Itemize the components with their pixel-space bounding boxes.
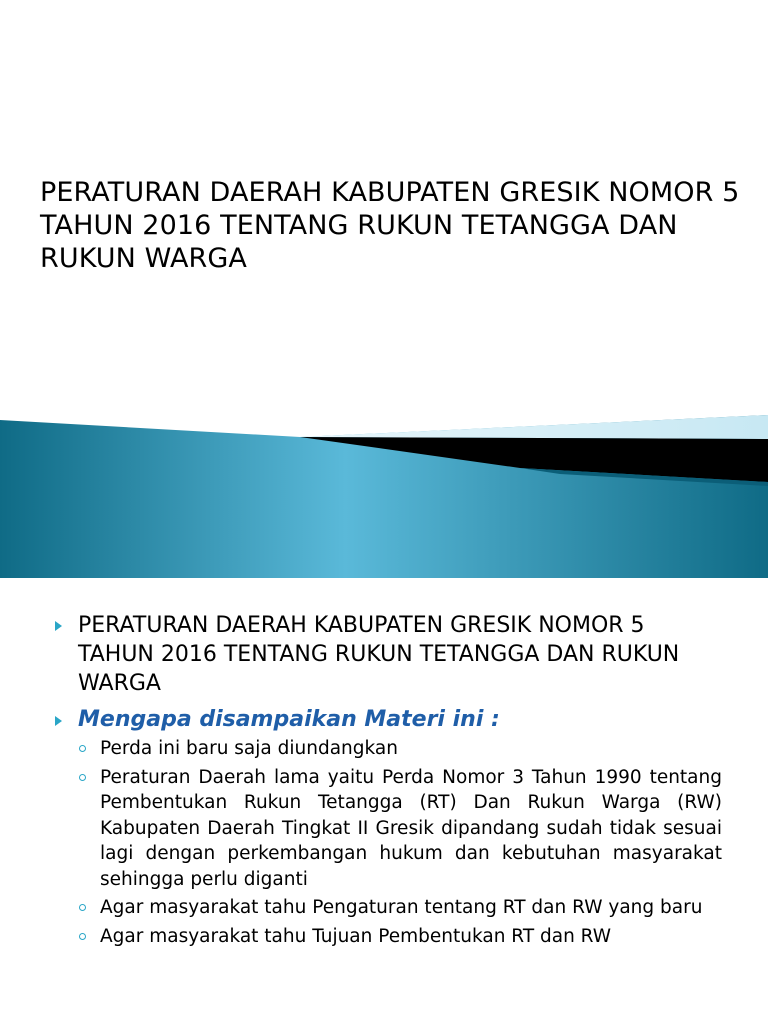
circle-bullet-icon: [79, 904, 86, 911]
sub-item-text: Agar masyarakat tahu Tujuan Pembentukan RT dan RW: [100, 925, 612, 947]
content-area: [52, 611, 722, 952]
bullet-heading: [52, 706, 722, 734]
sub-list: [76, 736, 722, 949]
triangle-arrow-icon: [55, 621, 62, 631]
triangle-arrow-icon: [55, 716, 62, 726]
sub-item: [76, 924, 722, 950]
sub-item: [76, 736, 722, 762]
circle-bullet-icon: [79, 774, 86, 781]
decorative-banner: [0, 412, 768, 578]
bullet-heading-text: Mengapa disampaikan Materi ini :: [78, 707, 500, 732]
bullet-main-text: PERATURAN DAERAH KABUPATEN GRESIK NOMOR 5 TAHUN 2016 TENTANG RUKUN TETANGGA DAN RUKUN WARGA: [78, 613, 680, 696]
sub-item-text: Agar masyarakat tahu Pengaturan tentang RT dan RW yang baru: [100, 897, 703, 918]
sub-item: [76, 895, 722, 921]
bullet-main: [52, 611, 722, 698]
circle-bullet-icon: [79, 745, 86, 752]
slide-title: PERATURAN DAERAH KABUPATEN GRESIK NOMOR 5 TAHUN 2016 TENTANG RUKUN TETANGGA DAN RUKUN WARGA: [40, 177, 740, 274]
sub-item-text: Peraturan Daerah lama yaitu Perda Nomor 3 Tahun 1990 tentang Pembentukan Rukun Tetangga (RT) Dan Rukun Warga (RW) Kabupaten Daerah Tingkat II Gresik dipandang sudah tidak sesuai lagi dengan perkembangan hukum dan kebutuhan masyarakat sehingga perlu diganti: [100, 766, 722, 890]
sub-item-text: Perda ini baru saja diundangkan: [100, 738, 398, 759]
sub-item: [76, 765, 722, 893]
circle-bullet-icon: [79, 933, 86, 940]
